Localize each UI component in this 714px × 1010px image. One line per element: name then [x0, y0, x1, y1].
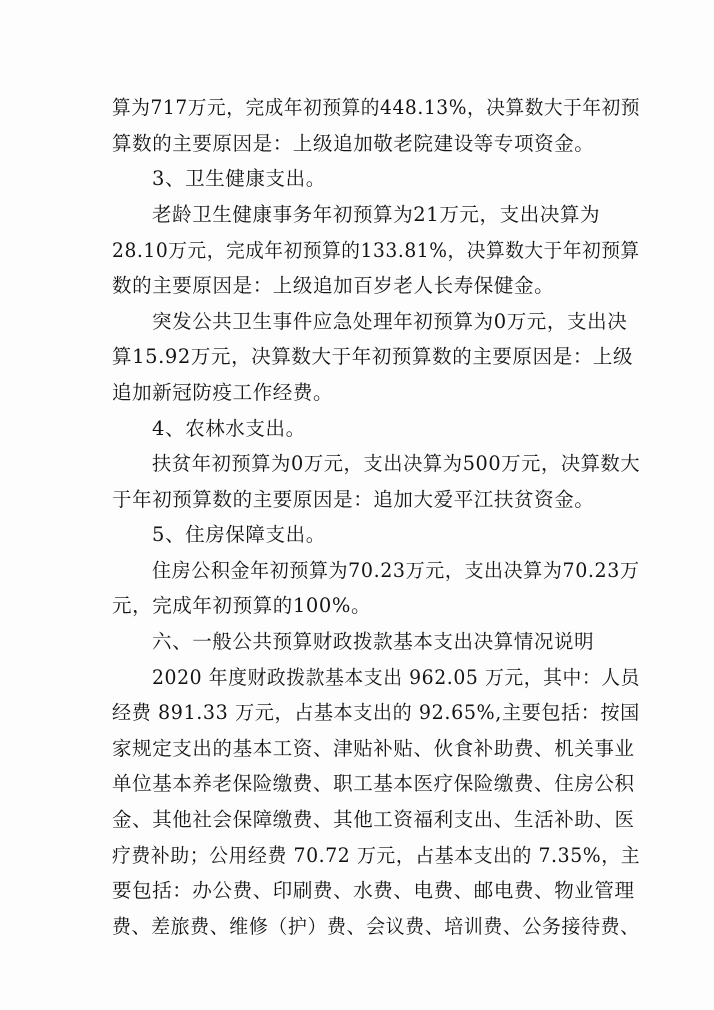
- text-line: 算15.92万元，决算数大于年初预算数的主要原因是：上级: [112, 345, 634, 368]
- text-line: 算为717万元，完成年初预算的448.13%，决算数大于年初预: [112, 96, 641, 119]
- text-line: 扶贫年初预算为0万元，支出决算为500万元，决算数大: [152, 452, 641, 475]
- text-line: 家规定支出的基本工资、津贴补贴、伙食补助费、机关事业: [112, 737, 635, 760]
- text-line: 经费 891.33 万元，占基本支出的 92.65%,主要包括：按国: [112, 701, 640, 724]
- text-line: 金、其他社会保障缴费、其他工资福利支出、生活补助、医: [112, 808, 635, 831]
- text-line: 老龄卫生健康事务年初预算为21万元，支出决算为: [152, 203, 601, 226]
- text-line: 2020 年度财政拨款基本支出 962.05 万元，其中：人员: [152, 666, 641, 689]
- text-line: 追加新冠防疫工作经费。: [112, 381, 334, 404]
- text-line: 元，完成年初预算的100%。: [112, 594, 372, 617]
- section-heading: 六、一般公共预算财政拨款基本支出决算情况说明: [152, 630, 595, 653]
- text-line: 28.10万元，完成年初预算的133.81%，决算数大于年初预算: [112, 239, 640, 262]
- text-line: 单位基本养老保险缴费、职工基本医疗保险缴费、住房公积: [112, 772, 635, 795]
- section-heading: 5、住房保障支出。: [152, 523, 326, 546]
- text-line: 费、差旅费、维修（护）费、会议费、培训费、公务接待费、: [112, 915, 640, 938]
- section-heading: 3、卫生健康支出。: [152, 167, 326, 190]
- text-line: 突发公共卫生事件应急处理年初预算为0万元，支出决: [152, 310, 628, 333]
- text-line: 住房公积金年初预算为70.23万元，支出决算为70.23万: [152, 559, 640, 582]
- text-line: 数的主要原因是：上级追加百岁老人长寿保健金。: [112, 274, 555, 297]
- text-line: 算数的主要原因是：上级追加敬老院建设等专项资金。: [112, 132, 595, 155]
- text-line: 于年初预算数的主要原因是：追加大爱平江扶贫资金。: [112, 488, 595, 511]
- section-heading: 4、农林水支出。: [152, 417, 306, 440]
- text-line: 要包括：办公费、印刷费、水费、电费、邮电费、物业管理: [112, 879, 635, 902]
- text-line: 疗费补助；公用经费 70.72 万元，占基本支出的 7.35%，主: [112, 844, 641, 867]
